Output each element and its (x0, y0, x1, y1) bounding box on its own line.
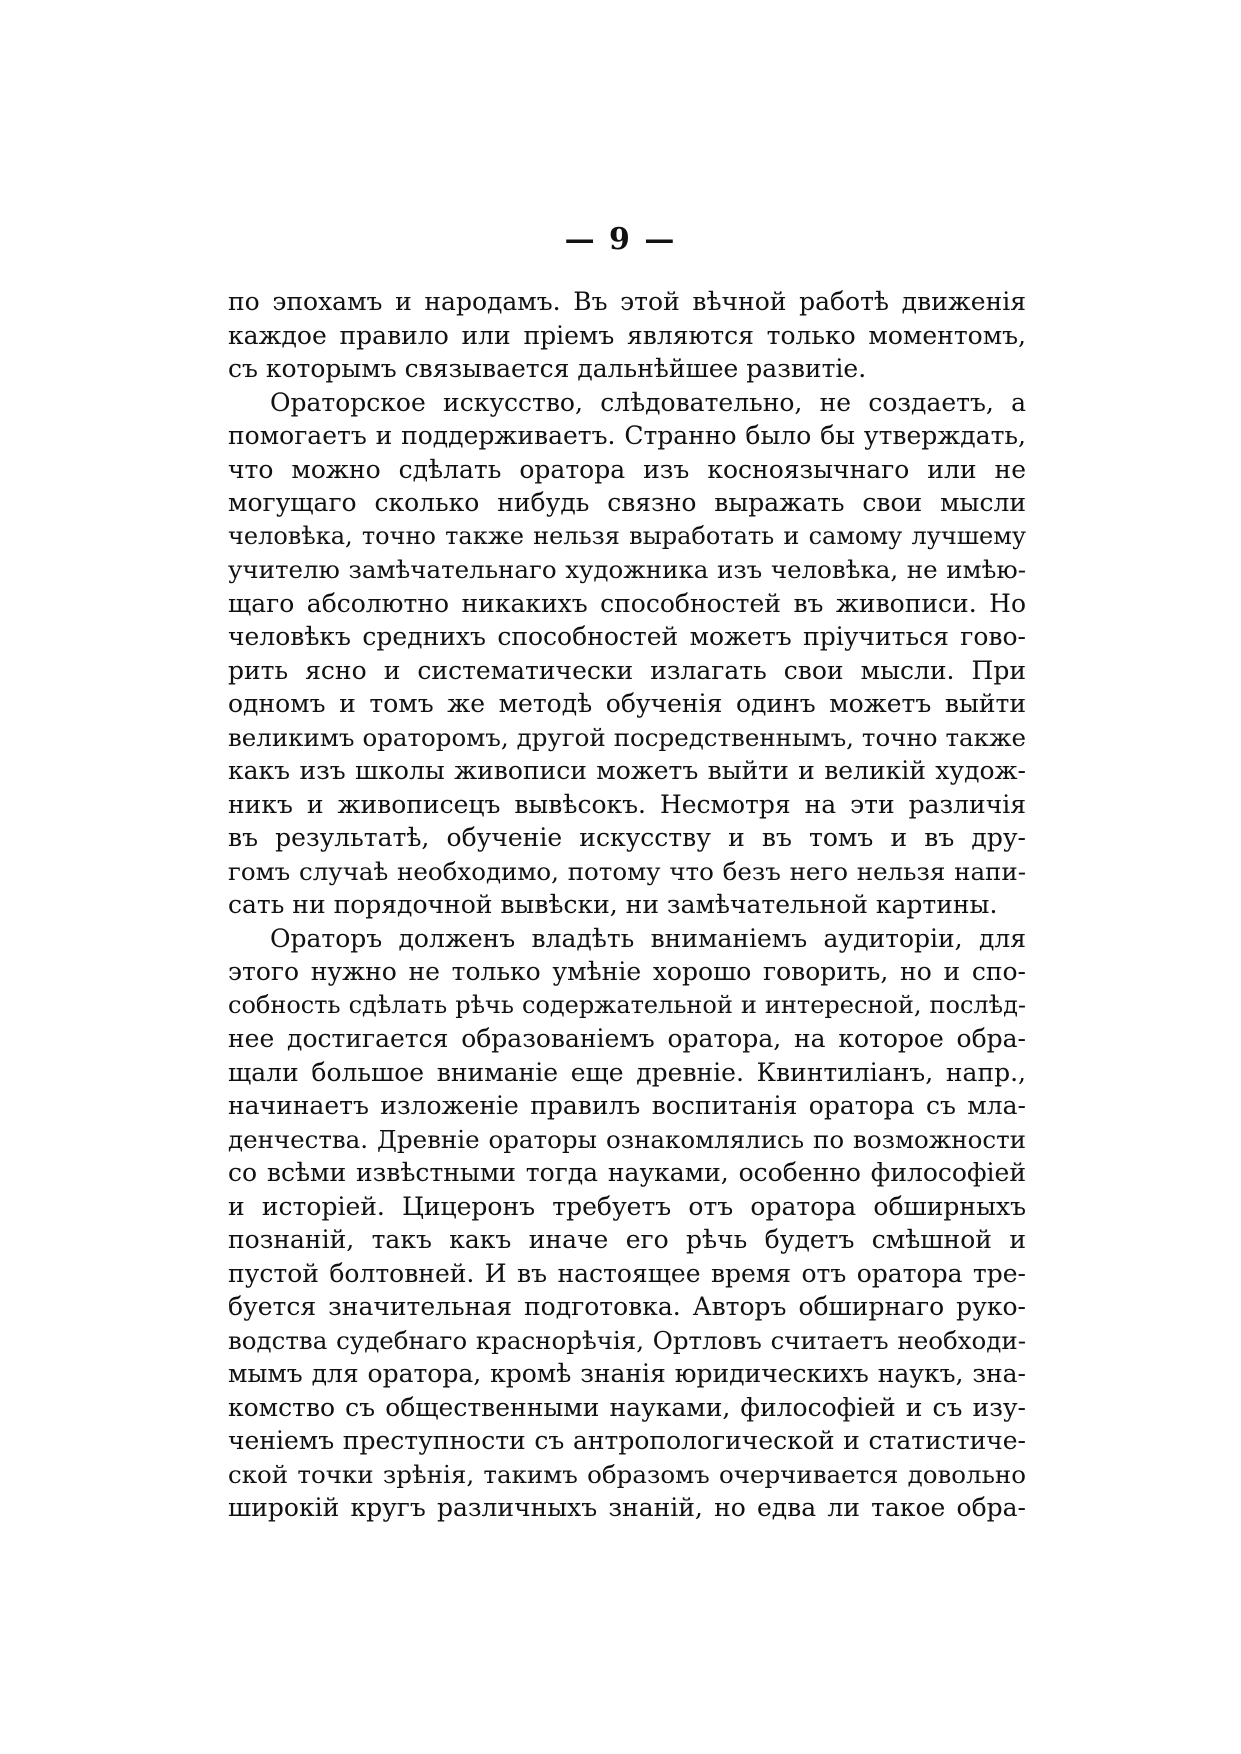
text-line: водства судебнаго краснорѣчія, Ортловъ считаетъ необходи- (228, 1325, 1026, 1355)
body-text (228, 285, 1026, 1525)
text-line: буется значительная подготовка. Авторъ обширнаго руко- (228, 1292, 1026, 1321)
text-line: комство съ общественными науками, философіей и съ изу- (228, 1392, 1026, 1422)
text-line: что можно сдѣлать оратора изъ косноязычнаго или не (228, 454, 1026, 484)
text-line: со всѣми извѣстными тогда науками, особенно философіей (228, 1158, 1026, 1187)
text-line: каждое правило или пріемъ являются только моментомъ, (228, 320, 1026, 350)
text-line: пустой болтовней. И въ настоящее время отъ оратора тре- (228, 1258, 1026, 1288)
text-line: какъ изъ школы живописи можетъ выйти и великій худож- (228, 756, 1026, 785)
text-line: мымъ для оратора, кромѣ знанія юридическихъ наукъ, зна- (228, 1359, 1026, 1388)
text-line: въ результатѣ, обученіе искусству и въ томъ и въ дру- (228, 823, 1026, 852)
text-line: рить ясно и систематически излагать свои мысли. При (228, 655, 1026, 685)
text-line: познаній, такъ какъ иначе его рѣчь будетъ смѣшной и (228, 1225, 1026, 1254)
text-line: гомъ случаѣ необходимо, потому что безъ него нельзя напи- (228, 856, 1026, 886)
text-line: ченіемъ преступности съ антропологической и статистиче- (228, 1426, 1026, 1455)
text-line: ской точки зрѣнія, такимъ образомъ очерчивается довольно (228, 1459, 1026, 1489)
text-line: сать ни порядочной вывѣски, ни замѣчательной картины. (228, 890, 998, 919)
text-line: одномъ и томъ же методѣ обученія одинъ можетъ выйти (228, 689, 1026, 718)
text-line: широкій кругъ различныхъ знаній, но едва ли такое обра- (228, 1493, 1026, 1522)
text-line: съ которымъ связывается дальнѣйшее развитіе. (228, 354, 867, 383)
text-line: никъ и живописецъ вывѣсокъ. Несмотря на эти различія (228, 789, 1026, 819)
text-line: Ораторъ долженъ владѣть вниманіемъ аудиторіи, для (270, 923, 1026, 953)
text-line: и исторіей. Цицеронъ требуетъ отъ оратора обширныхъ (228, 1191, 1026, 1221)
text-line: щали большое вниманіе еще древніе. Квинтиліанъ, напр., (228, 1057, 1026, 1087)
text-line: этого нужно не только умѣніе хорошо говорить, но и спо- (228, 957, 1026, 986)
text-line: нее достигается образованіемъ оратора, на которое обра- (228, 1024, 1026, 1053)
text-line: человѣкъ среднихъ способностей можетъ пріучиться гово- (228, 622, 1026, 651)
text-line: великимъ ораторомъ, другой посредственнымъ, точно также (228, 722, 1026, 752)
text-line: могущаго сколько нибудь связно выражать свои мысли (228, 488, 1026, 517)
text-line: учителю замѣчательнаго художника изъ человѣка, не имѣю- (228, 555, 1026, 584)
text-line: человѣка, точно также нельзя выработать и самому лучшему (228, 521, 1026, 550)
text-line: Ораторское искусство, слѣдовательно, не создаетъ, а (270, 387, 1026, 417)
text-line: щаго абсолютно никакихъ способностей въ живописи. Но (228, 588, 1026, 618)
text-line: начинаетъ изложеніе правилъ воспитанія оратора съ мла- (228, 1091, 1026, 1120)
text-line: собность сдѣлать рѣчь содержательной и интересной, послѣд- (228, 990, 1026, 1019)
text-line: по эпохамъ и народамъ. Въ этой вѣчной работѣ движенія (228, 287, 1026, 316)
text-line: помогаетъ и поддерживаетъ. Странно было бы утверждать, (228, 421, 1026, 450)
page-number: — 9 — (564, 222, 677, 257)
text-line: денчества. Древніе ораторы ознакомлялись по возможности (228, 1124, 1026, 1154)
